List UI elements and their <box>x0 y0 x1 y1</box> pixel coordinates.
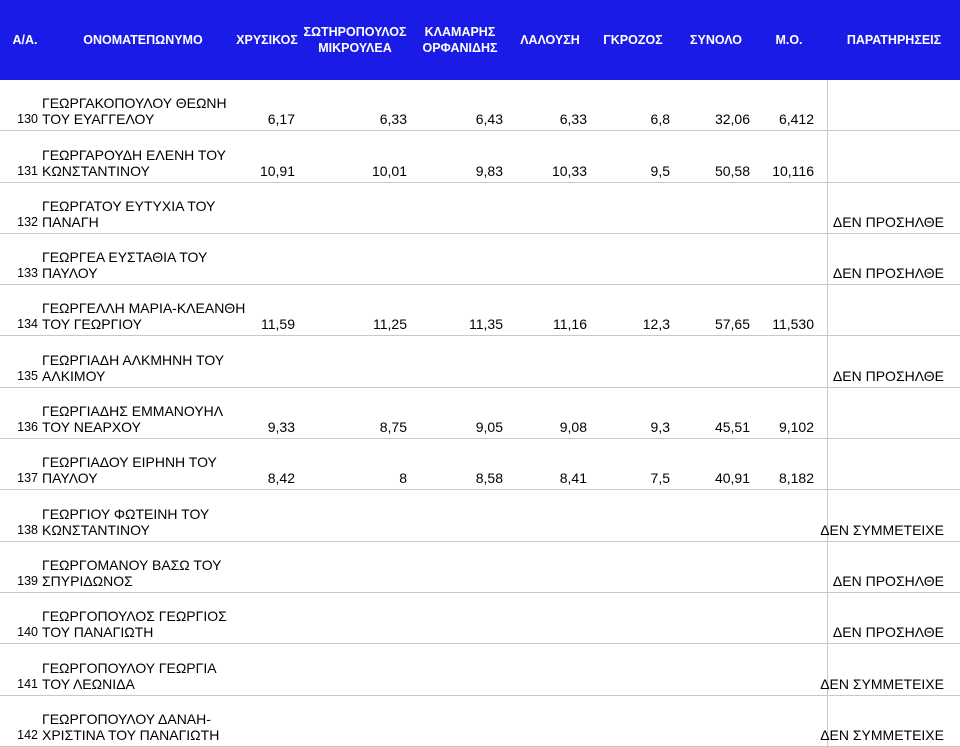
column-divider <box>827 336 828 386</box>
table-row <box>0 336 960 387</box>
candidate-name: ΓΕΩΡΓΟΠΟΥΛΟΥ ΔΑΝΑΗ- ΧΡΙΣΤΙΝΑ ΤΟΥ ΠΑΝΑΓΙΩΤΗ <box>42 710 220 743</box>
column-divider <box>827 183 828 233</box>
remark: ΔΕΝ ΣΥΜΜΕΤΕΙΧΕ <box>820 521 944 538</box>
row-number: 134 <box>17 317 38 332</box>
score-klamaris: 9,83 <box>475 162 503 179</box>
score-total: 45,51 <box>714 419 750 436</box>
remark: ΔΕΝ ΠΡΟΣΗΛΘΕ <box>832 213 944 230</box>
score-average: 11,530 <box>772 316 814 333</box>
table-row <box>0 593 960 644</box>
table-row <box>0 388 960 439</box>
score-gkrozos: 12,3 <box>642 316 670 333</box>
table-row <box>0 131 960 182</box>
score-xrysikos: 8,42 <box>267 470 295 487</box>
score-klamaris: 8,58 <box>475 470 503 487</box>
score-lalousi: 6,33 <box>559 111 587 128</box>
candidate-name: ΓΕΩΡΓΕΑ ΕΥΣΤΑΘΙΑ ΤΟΥ ΠΑΥΛΟΥ <box>42 249 208 282</box>
table-row <box>0 285 960 336</box>
column-divider <box>827 542 828 592</box>
score-sotiropoulos: 8 <box>399 470 407 487</box>
score-average: 9,102 <box>778 419 814 436</box>
score-xrysikos: 9,33 <box>267 419 295 436</box>
score-gkrozos: 9,5 <box>650 162 670 179</box>
table-row <box>0 490 960 541</box>
row-number: 142 <box>17 727 38 742</box>
score-total: 32,06 <box>714 111 750 128</box>
candidate-name: ΓΕΩΡΓΙΑΔΗΣ ΕΜΜΑΝΟΥΗΛ ΤΟΥ ΝΕΑΡΧΟΥ <box>42 403 224 436</box>
table-body <box>0 80 960 747</box>
row-number: 137 <box>17 471 38 486</box>
remark: ΔΕΝ ΣΥΜΜΕΤΕΙΧΕ <box>820 726 944 743</box>
score-xrysikos: 11,59 <box>261 316 295 333</box>
score-sotiropoulos: 6,33 <box>379 111 407 128</box>
score-average: 10,116 <box>772 162 814 179</box>
header-klamaris: ΚΛΑΜΑΡΗΣ ΟΡΦΑΝΙΔΗΣ <box>422 25 498 55</box>
candidate-name: ΓΕΩΡΓΟΠΟΥΛΟΥ ΓΕΩΡΓΙΑ ΤΟΥ ΛΕΩΝΙΔΑ <box>42 659 217 692</box>
score-sotiropoulos: 10,01 <box>371 162 407 179</box>
remark: ΔΕΝ ΠΡΟΣΗΛΘΕ <box>832 572 944 589</box>
score-lalousi: 10,33 <box>551 162 587 179</box>
column-divider <box>827 388 828 438</box>
row-number: 136 <box>17 420 38 435</box>
table-row <box>0 696 960 747</box>
table-row <box>0 644 960 695</box>
candidate-name: ΓΕΩΡΓΟΠΟΥΛΟΣ ΓΕΩΡΓΙΟΣ ΤΟΥ ΠΑΝΑΓΙΩΤΗ <box>42 608 227 641</box>
column-divider <box>827 285 828 335</box>
score-gkrozos: 9,3 <box>650 419 670 436</box>
header-gkrozos: ΓΚΡΟΖΟΣ <box>603 33 663 47</box>
column-divider <box>827 80 828 130</box>
table-row <box>0 439 960 490</box>
score-total: 57,65 <box>714 316 750 333</box>
candidate-name: ΓΕΩΡΓΑΚΟΠΟΥΛΟΥ ΘΕΩΝΗ ΤΟΥ ΕΥΑΓΓΕΛΟΥ <box>42 95 227 128</box>
score-klamaris: 11,35 <box>469 316 503 333</box>
score-lalousi: 9,08 <box>559 419 587 436</box>
header-sotiropoulos: ΣΩΤΗΡΟΠΟΥΛΟΣ ΜΙΚΡΟΥΛΕΑ <box>303 25 407 55</box>
table-row <box>0 234 960 285</box>
remark: ΔΕΝ ΠΡΟΣΗΛΘΕ <box>832 367 944 384</box>
candidate-name: ΓΕΩΡΓΟΜΑΝΟΥ ΒΑΣΩ ΤΟΥ ΣΠΥΡΙΔΩΝΟΣ <box>42 556 222 589</box>
row-number: 141 <box>17 676 38 691</box>
score-average: 8,182 <box>778 470 814 487</box>
score-xrysikos: 6,17 <box>267 111 295 128</box>
row-number: 130 <box>17 112 38 127</box>
score-sotiropoulos: 8,75 <box>379 419 407 436</box>
candidate-name: ΓΕΩΡΓΑΡΟΥΔΗ ΕΛΕΝΗ ΤΟΥ ΚΩΝΣΤΑΝΤΙΝΟΥ <box>42 146 227 179</box>
header-synolo: ΣΥΝΟΛΟ <box>690 33 742 47</box>
remark: ΔΕΝ ΠΡΟΣΗΛΘΕ <box>832 624 944 641</box>
score-sotiropoulos: 11,25 <box>373 316 407 333</box>
remark: ΔΕΝ ΠΡΟΣΗΛΘΕ <box>832 265 944 282</box>
row-number: 139 <box>17 573 38 588</box>
row-number: 138 <box>17 522 38 537</box>
column-divider <box>827 131 828 181</box>
score-lalousi: 11,16 <box>553 316 587 333</box>
remark: ΔΕΝ ΣΥΜΜΕΤΕΙΧΕ <box>820 675 944 692</box>
candidate-name: ΓΕΩΡΓΙΑΔΟΥ ΕΙΡΗΝΗ ΤΟΥ ΠΑΥΛΟΥ <box>42 454 217 487</box>
header-lalousi: ΛΑΛΟΥΣΗ <box>520 33 580 47</box>
score-klamaris: 6,43 <box>475 111 503 128</box>
header-mo: Μ.Ο. <box>775 33 803 47</box>
candidate-name: ΓΕΩΡΓΙΑΔΗ ΑΛΚΜΗΝΗ ΤΟΥ ΑΛΚΙΜΟΥ <box>42 351 225 384</box>
score-total: 40,91 <box>714 470 750 487</box>
column-divider <box>827 234 828 284</box>
score-total: 50,58 <box>714 162 750 179</box>
row-number: 140 <box>17 625 38 640</box>
score-gkrozos: 6,8 <box>650 111 670 128</box>
row-number: 135 <box>17 368 38 383</box>
score-gkrozos: 7,5 <box>650 470 670 487</box>
header-name: ΟΝΟΜΑΤΕΠΩΝΥΜΟ <box>83 33 203 47</box>
score-klamaris: 9,05 <box>475 419 503 436</box>
row-number: 131 <box>17 163 38 178</box>
row-number: 132 <box>17 214 38 229</box>
score-xrysikos: 10,91 <box>259 162 295 179</box>
table-header <box>0 0 960 80</box>
header-xrysikos: ΧΡΥΣΙΚΟΣ <box>236 33 298 47</box>
column-divider <box>827 593 828 643</box>
column-divider <box>827 439 828 489</box>
table-row <box>0 80 960 131</box>
table-row <box>0 542 960 593</box>
score-average: 6,412 <box>778 111 814 128</box>
header-aa: Α/Α. <box>12 33 38 47</box>
candidate-name: ΓΕΩΡΓΙΟΥ ΦΩΤΕΙΝΗ ΤΟΥ ΚΩΝΣΤΑΝΤΙΝΟΥ <box>42 505 210 538</box>
table-row <box>0 183 960 234</box>
header-remarks: ΠΑΡΑΤΗΡΗΣΕΙΣ <box>846 33 942 47</box>
score-lalousi: 8,41 <box>559 470 587 487</box>
candidate-name: ΓΕΩΡΓΕΛΛΗ ΜΑΡΙΑ-ΚΛΕΑΝΘΗ ΤΟΥ ΓΕΩΡΓΙΟΥ <box>42 300 246 333</box>
row-number: 133 <box>17 266 38 281</box>
candidate-name: ΓΕΩΡΓΑΤΟΥ ΕΥΤΥΧΙΑ ΤΟΥ ΠΑΝΑΓΗ <box>42 197 216 230</box>
